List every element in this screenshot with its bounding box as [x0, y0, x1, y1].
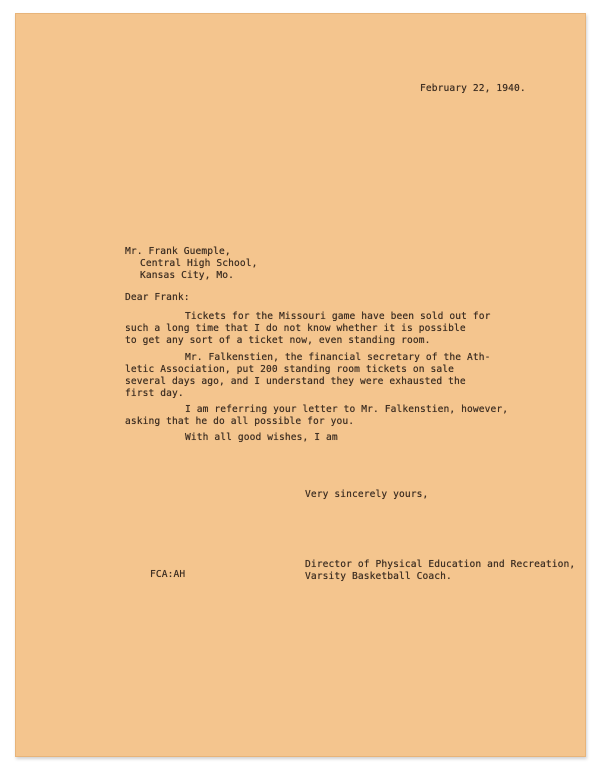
body-paragraph-4: With all good wishes, I am [185, 432, 338, 443]
complimentary-closing: Very sincerely yours, [305, 489, 429, 500]
body-line: to get any sort of a ticket now, even standing room. [125, 335, 431, 346]
address-line: Central High School, [140, 258, 258, 269]
address-line: Mr. Frank Guemple, [125, 246, 231, 257]
body-line: several days ago, and I understand they were exhausted the [125, 376, 466, 387]
letter-page [15, 13, 586, 757]
body-line: asking that he do all possible for you. [125, 416, 355, 427]
body-line: first day. [125, 388, 184, 399]
body-line: Mr. Falkenstien, the financial secretary of the Ath- [185, 352, 491, 363]
letter-date: February 22, 1940. [420, 83, 526, 94]
salutation: Dear Frank: [125, 292, 190, 303]
body-line: Tickets for the Missouri game have been sold out for [185, 311, 491, 322]
body-line: I am referring your letter to Mr. Falkenstien, however, [185, 404, 509, 415]
reference-initials: FCA:AH [150, 569, 186, 580]
body-line: letic Association, put 200 standing room tickets on sale [125, 364, 455, 375]
address-line: Kansas City, Mo. [140, 270, 235, 281]
signature-title-line: Director of Physical Education and Recreation, [305, 559, 576, 570]
body-line: such a long time that I do not know whether it is possible [125, 323, 466, 334]
signature-title-line: Varsity Basketball Coach. [305, 571, 452, 582]
